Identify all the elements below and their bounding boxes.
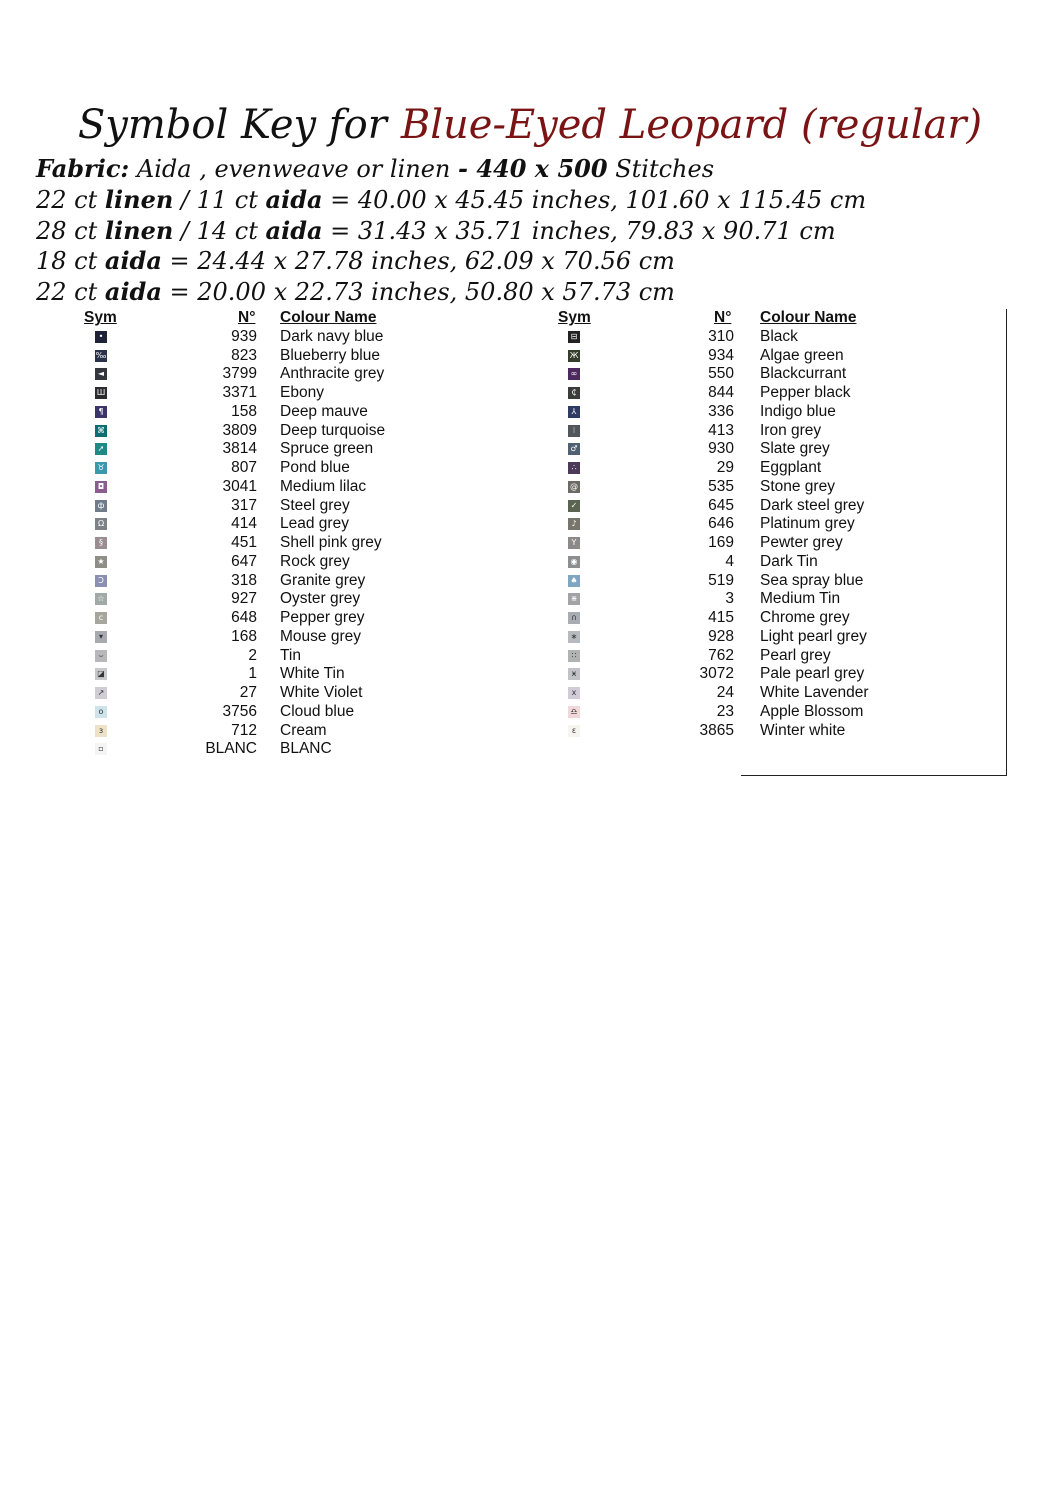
table-row	[556, 440, 906, 459]
symbol-swatch-icon: ♪	[568, 518, 580, 530]
thread-number: 647	[231, 552, 257, 570]
symbol-swatch-icon: Ж	[569, 350, 579, 360]
table-row	[556, 497, 906, 516]
size-fabric: linen	[104, 215, 174, 245]
symbol-swatch-icon: ₵	[568, 387, 580, 399]
symbol-swatch-icon: ε	[568, 725, 580, 737]
colour-name: Stone grey	[760, 477, 835, 495]
colour-name: White Tin	[280, 665, 345, 683]
table-row	[556, 684, 906, 703]
colour-name: Indigo blue	[760, 402, 836, 420]
colour-name: Oyster grey	[280, 590, 361, 608]
size-line	[36, 216, 1036, 247]
fabric-dash: -	[458, 154, 477, 183]
table-row	[84, 647, 414, 666]
fabric-label: Fabric:	[36, 154, 130, 183]
symbol-swatch-icon: Ɔ	[95, 575, 107, 587]
size-dims: = 20.00 x 22.73 inches, 50.80 x 57.73 cm	[161, 278, 675, 307]
colour-name: Pale pearl grey	[760, 665, 865, 683]
symbol-swatch-icon: Y	[568, 537, 580, 549]
thread-number: 550	[708, 365, 734, 383]
table-row	[556, 403, 906, 422]
symbol-swatch-icon: ∗	[568, 631, 580, 643]
table-row	[84, 459, 414, 478]
thread-number: 519	[708, 571, 734, 589]
table-row	[84, 515, 414, 534]
title-pattern-name: Blue-Eyed Leopard (regular)	[400, 102, 983, 148]
size-fabric: aida	[104, 277, 162, 307]
table-row	[556, 609, 906, 628]
thread-number: 24	[716, 684, 734, 701]
table-row	[84, 384, 414, 403]
table-row	[556, 422, 906, 441]
colour-name: Dark steel grey	[760, 496, 865, 514]
colour-name: Blueberry blue	[280, 346, 380, 364]
thread-number: 823	[231, 346, 257, 364]
symbol-swatch-icon: ♂	[568, 443, 580, 455]
symbol-swatch-icon: ⊟	[568, 331, 580, 343]
colour-name: Shell pink grey	[280, 534, 382, 551]
symbol-swatch-icon: ⌣	[95, 650, 107, 662]
fabric-materials: Aida , evenweave or linen	[129, 155, 459, 183]
colour-name: Blackcurrant	[760, 365, 847, 383]
thread-number: 3	[725, 590, 734, 608]
symbol-key-left	[84, 309, 414, 759]
table-row	[556, 328, 906, 347]
size-dims: = 31.43 x 35.71 inches, 79.83 x 90.71 cm	[322, 216, 836, 245]
table-row	[556, 478, 906, 497]
table-row	[84, 497, 414, 516]
symbol-swatch-icon: o	[95, 706, 107, 718]
thread-number: 3072	[699, 665, 734, 683]
colour-name: Pepper black	[760, 384, 851, 401]
colour-name: Anthracite grey	[280, 365, 385, 383]
symbol-swatch-icon: •	[95, 331, 107, 343]
colour-name: Sea spray blue	[760, 571, 864, 589]
thread-number: 413	[708, 421, 734, 439]
size-sep: / 11 ct	[173, 185, 266, 214]
thread-number: 646	[708, 515, 734, 533]
colour-name: Cloud blue	[280, 702, 355, 720]
table-row	[84, 534, 414, 553]
thread-number: 535	[708, 477, 734, 495]
header-number: N°	[238, 309, 256, 326]
page-title	[0, 95, 1060, 155]
size-count: 28 ct	[36, 216, 105, 245]
colour-name: Iron grey	[760, 421, 822, 439]
thread-number: 169	[708, 534, 734, 551]
thread-number: 414	[231, 515, 257, 533]
symbol-swatch-icon: ↗	[95, 687, 107, 699]
symbol-swatch-icon: Ω	[95, 518, 107, 530]
thread-number: 928	[708, 627, 734, 645]
thread-number: 844	[708, 384, 734, 401]
thread-number: 927	[231, 590, 257, 608]
symbol-swatch-icon: ◄	[95, 368, 107, 380]
table-row	[84, 703, 414, 722]
thread-number: 29	[716, 459, 734, 476]
thread-number: 168	[231, 627, 257, 645]
table-row	[84, 665, 414, 684]
thread-number: 3041	[222, 477, 257, 495]
table-border-right	[1006, 309, 1007, 775]
colour-name: Tin	[280, 646, 301, 664]
table-header	[84, 309, 414, 328]
thread-number: 3865	[699, 721, 734, 739]
table-row	[556, 459, 906, 478]
colour-name: Algae green	[760, 346, 844, 364]
symbol-swatch-icon: @	[570, 481, 578, 491]
thread-number: 712	[231, 721, 257, 739]
table-row	[556, 365, 906, 384]
colour-name: Light pearl grey	[760, 627, 867, 645]
symbol-swatch-icon: c	[95, 612, 107, 624]
fabric-info	[36, 154, 1036, 308]
symbol-swatch-icon: §	[95, 537, 107, 549]
symbol-swatch-icon: ∞	[568, 368, 580, 380]
symbol-swatch-icon: ⋇	[568, 593, 580, 605]
colour-name: Dark Tin	[760, 552, 818, 570]
colour-name: Dark navy blue	[280, 327, 384, 345]
table-row	[556, 590, 906, 609]
size-fabric: aida	[265, 184, 323, 214]
colour-name: Ebony	[280, 384, 324, 401]
thread-number: 158	[231, 402, 257, 420]
symbol-swatch-icon: ★	[95, 556, 107, 568]
header-number: N°	[714, 309, 732, 326]
table-row	[84, 628, 414, 647]
title-prefix: Symbol Key for	[77, 102, 387, 148]
table-row	[556, 347, 906, 366]
symbol-swatch-icon: ✓	[568, 500, 580, 512]
thread-number: 317	[231, 496, 257, 514]
colour-name: Cream	[280, 721, 327, 739]
symbol-swatch-icon: ☆	[95, 593, 107, 605]
table-row	[84, 609, 414, 628]
symbol-swatch-icon: x	[568, 687, 580, 699]
header-sym: Sym	[84, 309, 117, 326]
thread-number: 336	[708, 402, 734, 420]
symbol-swatch-icon: ӿ	[568, 668, 580, 680]
size-count: 22 ct	[36, 278, 105, 307]
thread-number: 930	[708, 440, 734, 458]
symbol-swatch-icon: Ш	[96, 388, 106, 397]
colour-name: Platinum grey	[760, 515, 855, 533]
symbol-swatch-icon: ◉	[568, 556, 580, 568]
size-sep: / 14 ct	[173, 216, 266, 245]
size-line	[36, 277, 1036, 308]
size-fabric: linen	[104, 184, 174, 214]
thread-number: 3809	[222, 421, 257, 439]
colour-name: Winter white	[760, 721, 846, 739]
table-row	[84, 478, 414, 497]
fabric-line	[36, 154, 1036, 185]
size-dims: = 24.44 x 27.78 inches, 62.09 x 70.56 cm	[161, 247, 675, 276]
size-count: 18 ct	[36, 247, 105, 276]
symbol-swatch-icon: ф	[95, 500, 107, 512]
thread-number: 451	[231, 534, 257, 551]
header-colour-name: Colour Name	[760, 309, 857, 326]
thread-number: 3799	[222, 365, 257, 383]
header-sym: Sym	[558, 309, 591, 326]
table-row	[84, 722, 414, 741]
symbol-swatch-icon: ▫	[95, 743, 107, 755]
table-row	[84, 440, 414, 459]
thread-number: 762	[708, 646, 734, 664]
table-row	[84, 590, 414, 609]
stitch-count: 440 x 500	[476, 154, 608, 183]
colour-name: Medium lilac	[280, 477, 367, 495]
colour-name: Rock grey	[280, 552, 350, 570]
symbol-swatch-icon: ♠	[568, 575, 580, 587]
stitch-suffix: Stitches	[607, 155, 715, 183]
symbol-swatch-icon: ⁝	[568, 425, 580, 437]
symbol-swatch-icon: ➚	[95, 443, 107, 455]
table-row	[556, 572, 906, 591]
table-row	[556, 722, 906, 741]
table-row	[84, 572, 414, 591]
size-line	[36, 246, 1036, 277]
symbol-key-right	[556, 309, 906, 740]
table-row	[84, 365, 414, 384]
table-row	[556, 553, 906, 572]
table-row	[84, 347, 414, 366]
colour-name: Granite grey	[280, 571, 366, 589]
thread-number: 27	[239, 684, 257, 701]
table-row	[84, 553, 414, 572]
table-row	[84, 328, 414, 347]
table-row	[84, 684, 414, 703]
colour-name: Deep turquoise	[280, 421, 386, 439]
symbol-swatch-icon: ♎	[568, 706, 580, 718]
size-line	[36, 185, 1036, 216]
size-dims: = 40.00 x 45.45 inches, 101.60 x 115.45 cm	[322, 185, 867, 214]
symbol-swatch-icon: ‰	[95, 350, 107, 360]
thread-number: 645	[708, 496, 734, 514]
thread-number: 2	[248, 646, 257, 664]
symbol-swatch-icon: ♉	[95, 462, 107, 474]
colour-name: Pepper grey	[280, 609, 365, 626]
table-row	[556, 515, 906, 534]
thread-number: 4	[725, 552, 734, 570]
colour-name: Deep mauve	[280, 402, 368, 420]
table-header	[556, 309, 906, 328]
colour-name: Pond blue	[280, 459, 350, 476]
header-colour-name: Colour Name	[280, 309, 377, 326]
colour-name: Eggplant	[760, 459, 822, 476]
size-fabric: aida	[265, 215, 323, 245]
size-fabric: aida	[104, 246, 162, 276]
table-border-bottom	[741, 775, 1007, 776]
thread-number: 648	[231, 609, 257, 626]
symbol-swatch-icon: ◪	[95, 668, 107, 680]
table-row	[556, 665, 906, 684]
colour-name: Chrome grey	[760, 609, 850, 626]
symbol-swatch-icon: ∩	[568, 612, 580, 624]
table-row	[84, 422, 414, 441]
colour-name: Lead grey	[280, 515, 349, 533]
colour-name: Mouse grey	[280, 627, 361, 645]
table-row	[556, 384, 906, 403]
colour-name: White Lavender	[760, 684, 869, 701]
colour-name: BLANC	[280, 740, 332, 758]
colour-name: Slate grey	[760, 440, 830, 458]
size-count: 22 ct	[36, 185, 105, 214]
symbol-swatch-icon: ⅄	[568, 406, 580, 418]
thread-number: 3814	[222, 440, 257, 458]
symbol-swatch-icon: ¶	[95, 406, 107, 418]
symbol-swatch-icon: ∷	[568, 650, 580, 662]
colour-name: Steel grey	[280, 496, 350, 514]
thread-number: 1	[248, 665, 257, 683]
thread-number: 3756	[222, 702, 257, 720]
table-row	[84, 403, 414, 422]
colour-name: White Violet	[280, 684, 363, 701]
thread-number: 3371	[222, 384, 257, 401]
thread-number: 310	[708, 327, 734, 345]
table-row	[556, 534, 906, 553]
thread-number: BLANC	[205, 740, 257, 758]
table-row	[84, 740, 414, 759]
colour-name: Medium Tin	[760, 590, 841, 608]
colour-name: Spruce green	[280, 440, 374, 458]
symbol-swatch-icon: ◘	[95, 481, 107, 493]
thread-number: 934	[708, 346, 734, 364]
thread-number: 807	[231, 459, 257, 476]
table-row	[556, 647, 906, 666]
table-row	[556, 703, 906, 722]
symbol-swatch-icon: ⌘	[97, 425, 105, 435]
colour-name: Pewter grey	[760, 534, 843, 551]
colour-name: Apple Blossom	[760, 702, 864, 720]
thread-number: 23	[716, 702, 734, 720]
colour-name: Pearl grey	[760, 646, 831, 664]
symbol-swatch-icon: ∴	[568, 462, 580, 474]
colour-name: Black	[760, 327, 798, 345]
thread-number: 939	[231, 327, 257, 345]
symbol-swatch-icon: ▾	[95, 631, 107, 643]
thread-number: 415	[708, 609, 734, 626]
table-row	[556, 628, 906, 647]
symbol-swatch-icon: ɜ	[95, 725, 107, 737]
thread-number: 318	[231, 571, 257, 589]
